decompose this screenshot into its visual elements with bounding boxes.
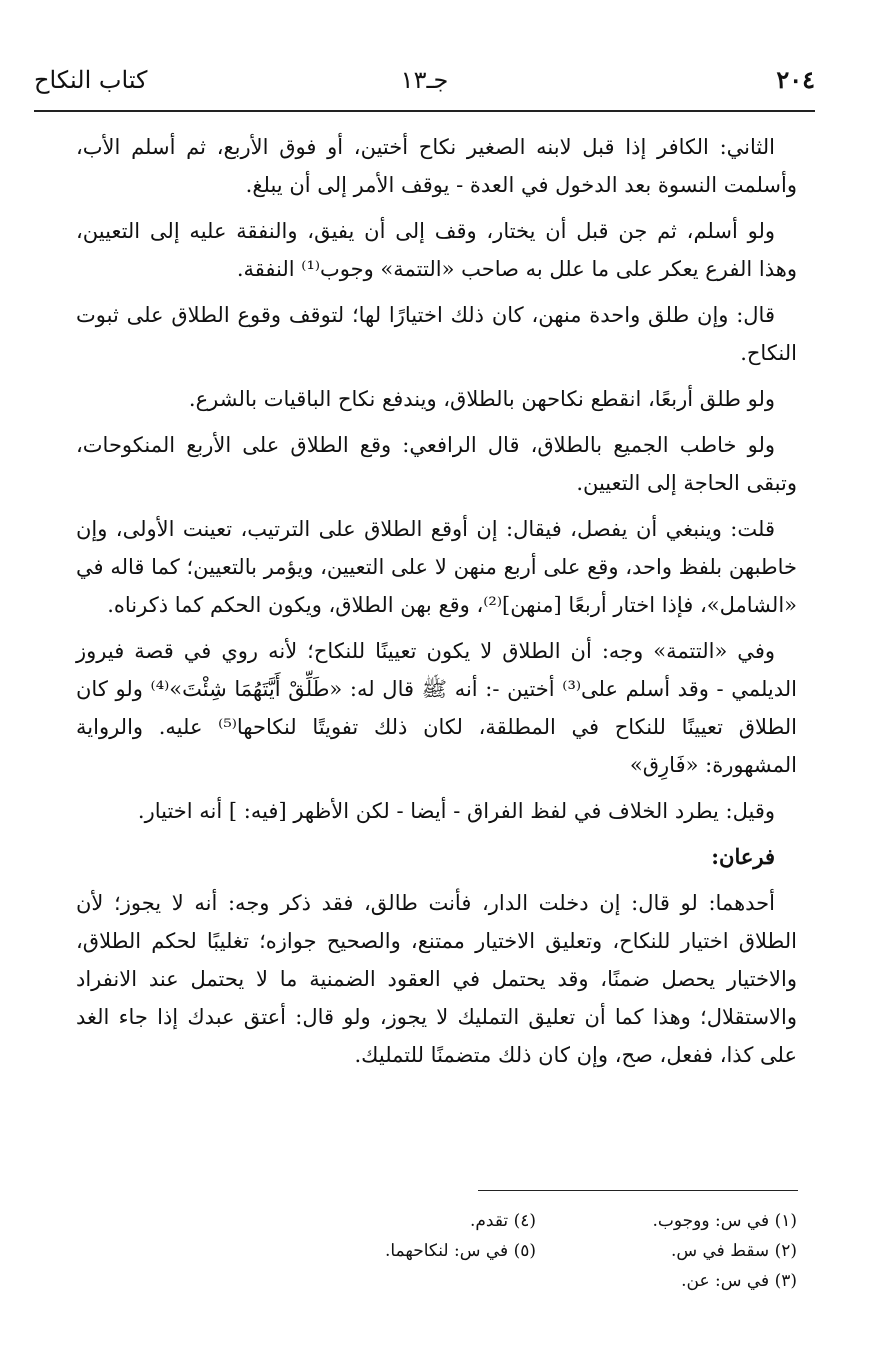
header-rule	[34, 110, 815, 112]
paragraph: ولو أسلم، ثم جن قبل أن يختار، وقف إلى أن يفيق، والنفقة عليه إلى التعيين، وهذا الفرع يعكر على ما علل به صاحب «التتمة» وجوب⁽¹⁾ النفقة.	[76, 219, 797, 281]
book-title: كتاب النكاح	[34, 66, 148, 94]
footnote-column-left	[196, 1206, 536, 1266]
footnote: (٤) تقدم.	[469, 1211, 536, 1231]
main-text	[76, 128, 797, 1082]
footnote: (١) في س: ووجوب.	[652, 1211, 797, 1231]
footnote-rule	[478, 1190, 798, 1191]
paragraph: وقيل: يطرد الخلاف في لفظ الفراق - أيضا - لكن الأظهر [فيه: ] أنه اختيار.	[137, 799, 775, 823]
page-number: ٢٠٤	[776, 65, 815, 94]
paragraph: أحدهما: لو قال: إن دخلت الدار، فأنت طالق، فقد ذكر وجه: أنه لا يجوز؛ لأن الطلاق اختيار للنكاح، وتعليق الاختيار ممتنع، والصحيح جوازه؛ تغليبًا لحكم الطلاق، والاختيار يحصل ضمنًا، وقد يحتمل في العقود الضمنية ما لا يحتمل عند الانفراد والاستقلال؛ وهذا كما أن تعليق التمليك لا يجوز، ولو قال: أعتق عبدك إذا جاء الغد على كذا، ففعل، صح، وإن كان ذلك متضمنًا للتمليك.	[76, 891, 797, 1067]
footnote: (٣) في س: عن.	[681, 1271, 797, 1291]
footnote: (٥) في س: لنكاحهما.	[384, 1241, 536, 1261]
page-header	[34, 60, 815, 100]
paragraph: وفي «التتمة» وجه: أن الطلاق لا يكون تعيينًا للنكاح؛ لأنه روي في قصة فيروز الديلمي - وقد أسلم على⁽³⁾ أختين -: أنه ﷺ قال له: «طَلِّقْ أَيَّتَهُمَا شِئْتَ»⁽⁴⁾ ولو كان الطلاق تعيينًا للنكاح في المطلقة، لكان ذلك تفويتًا لنكاحها⁽⁵⁾ عليه. والرواية المشهورة: «فَارِق»	[76, 639, 798, 777]
section-heading: فرعان:	[711, 844, 775, 869]
paragraph: قال: وإن طلق واحدة منهن، كان ذلك اختيارًا لها؛ لتوقف وقوع الطلاق على ثبوت النكاح.	[76, 303, 797, 365]
volume-label: جـ١٣	[400, 66, 449, 94]
footnote: (٢) سقط في س.	[670, 1241, 797, 1261]
paragraph: ولو طلق أربعًا، انقطع نكاحهن بالطلاق، ويندفع نكاح الباقيات بالشرع.	[188, 387, 775, 411]
paragraph: ولو خاطب الجميع بالطلاق، قال الرافعي: وقع الطلاق على الأربع المنكوحات، وتبقى الحاجة إلى التعيين.	[76, 433, 797, 495]
paragraph: الثاني: الكافر إذا قبل لابنه الصغير نكاح أختين، أو فوق الأربع، ثم أسلم الأب، وأسلمت النسوة بعد الدخول في العدة - يوقف الأمر إلى أن يبلغ.	[76, 135, 797, 197]
paragraph: قلت: وينبغي أن يفصل، فيقال: إن أوقع الطلاق على الترتيب، تعينت الأولى، وإن خاطبهن بلفظ واحد، وقع على أربع منهن لا على التعيين، ويؤمر بالتعيين؛ كما قاله في «الشامل»، فإذا اختار أربعًا [منهن]⁽²⁾، وقع بهن الطلاق، ويكون الحكم كما ذكرناه.	[76, 517, 797, 617]
